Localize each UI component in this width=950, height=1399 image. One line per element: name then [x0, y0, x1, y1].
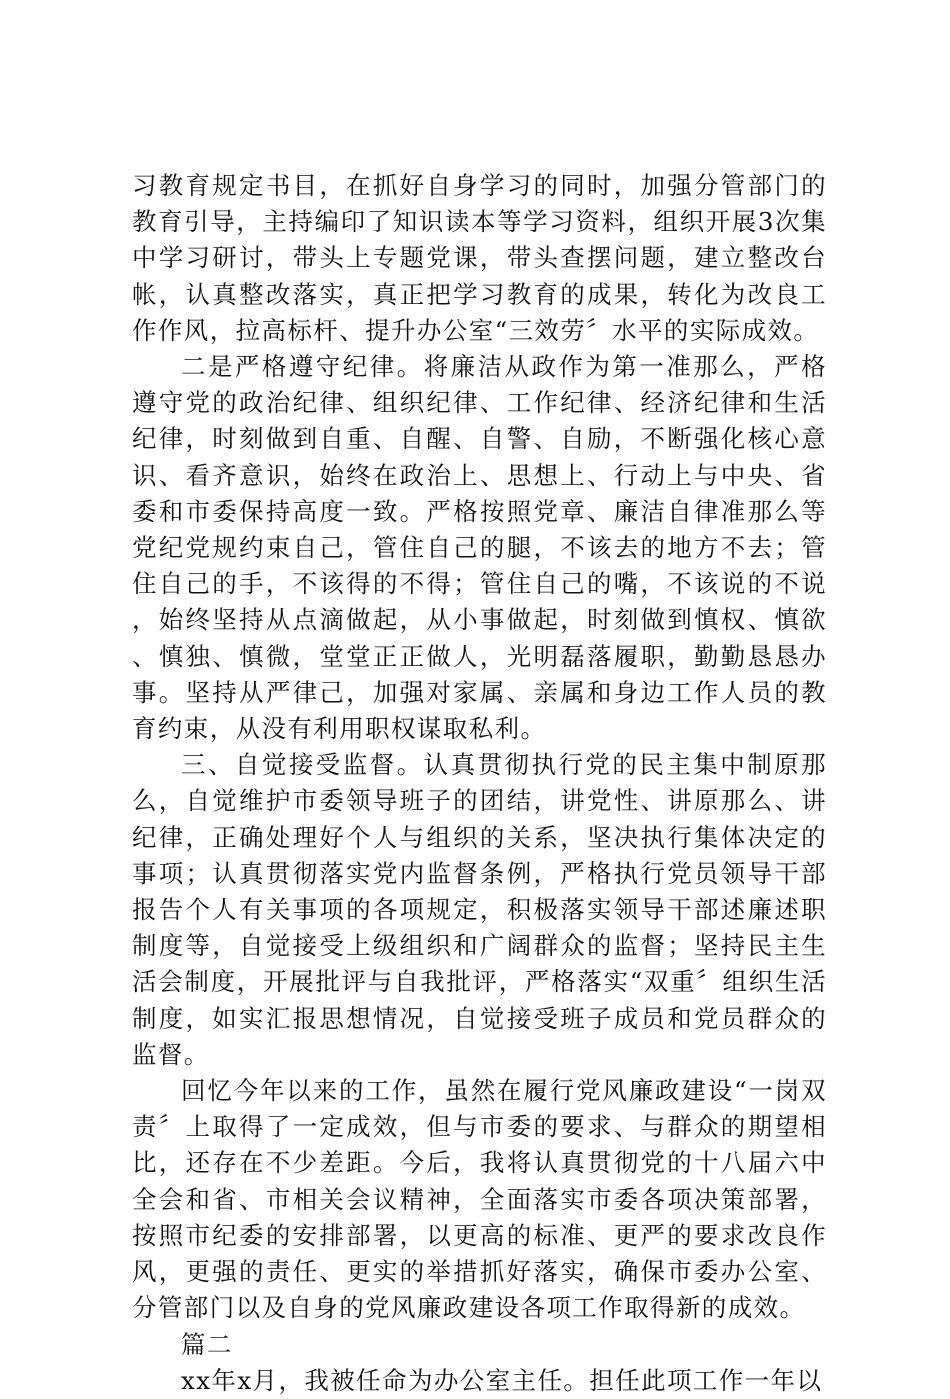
document-body	[132, 168, 827, 1399]
paragraph-part-two-start: xx年x月，我被任命为办公室主任。担任此项工作一年以	[181, 1365, 823, 1395]
paragraph-review: 回忆今年以来的工作，虽然在履行党风廉政建设“一岗双责〞上取得了一定成效，但与市委的要求、与群众的期望相比，还存在不少差距。今后，我将认真贯彻党的十八届六中全会和省、市相关会议精神，全面落实市委各项决策部署，按照市纪委的安排部署，以更高的标准、更严的要求改良作风，更强的责任、更实的举措抓好落实，确保市委办公室、分管部门以及自身的党风廉政建设各项工作取得新的成效。	[132, 1076, 827, 1323]
paragraph-continuation: 习教育规定书目，在抓好自身学习的同时，加强分管部门的教育引导，主持编印了知识读本等学习资料，组织开展3次集中学习研讨，带头上专题党课，带头查摆问题，建立整改台帐，认真整改落实，真正把学习教育的成果，转化为改良工作作风，拉高标杆、提升办公室“三效劳〞水平的实际成效。	[132, 171, 827, 345]
paragraph-discipline: 二是严格遵守纪律。将廉洁从政作为第一准那么，严格遵守党的政治纪律、组织纪律、工作纪律、经济纪律和生活纪律，时刻做到自重、自醒、自警、自励，不断强化核心意识、看齐意识，始终在政治上、思想上、行动上与中央、省委和市委保持高度一致。严格按照党章、廉洁自律准那么等党纪党规约束自己，管住自己的腿，不该去的地方不去；管住自己的手，不该得的不得；管住自己的嘴，不该说的不说，始终坚持从点滴做起，从小事做起，时刻做到慎权、慎欲、慎独、慎微，堂堂正正做人，光明磊落履职，勤勤恳恳办事。坚持从严律己，加强对家属、亲属和身边工作人员的教育约束，从没有利用职权谋取私利。	[132, 352, 827, 744]
section-heading: 篇二	[181, 1329, 233, 1359]
paragraph-supervision: 三、自觉接受监督。认真贯彻执行党的民主集中制原那么，自觉维护市委领导班子的团结，讲党性、讲原那么、讲纪律，正确处理好个人与组织的关系，坚决执行集体决定的事项；认真贯彻落实党内监督条例，严格执行党员领导干部报告个人有关事项的各项规定，积极落实领导干部述廉述职制度等，自觉接受上级组织和广阔群众的监督；坚持民主生活会制度，开展批评与自我批评，严格落实“双重〞组织生活制度，如实汇报思想情况，自觉接受班子成员和党员群众的监督。	[132, 750, 827, 1069]
